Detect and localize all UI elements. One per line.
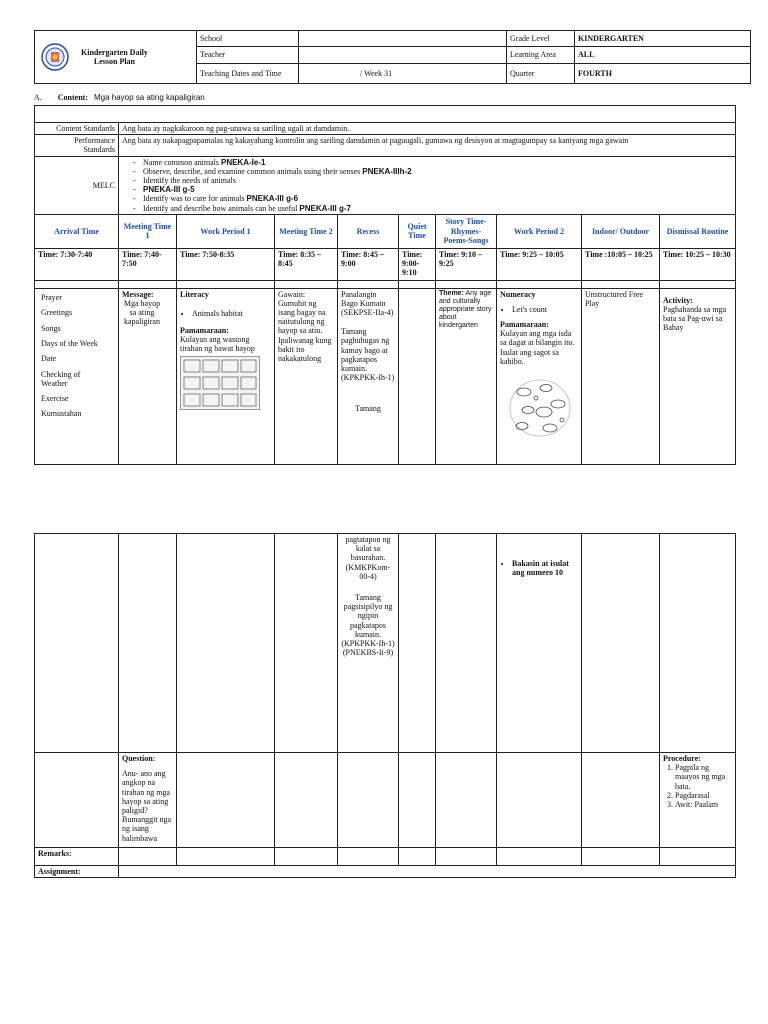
work2-proc-text: Kulayan ang mga isda sa dagat at bilangin ito. Isulat ang sagot sa kahibo. [500,329,575,366]
melc-list-cell [119,156,736,214]
question-label: Question: [122,754,156,763]
dates-value[interactable] [299,63,507,83]
grade-label: Grade Level [507,31,575,47]
lesson-table-page2 [34,533,736,878]
work2-cell [497,288,582,464]
time-indoor: Time :10:05 – 10:25 [582,248,660,280]
theme-text: Any age and culturally appropriate story about kindergarten [439,289,492,329]
time-dismissal: Time: 10:25 – 10:30 [660,248,736,280]
title-line1: Kindergarten Daily [81,47,148,57]
teacher-label: Teacher [197,47,299,63]
header-meeting2: Meeting Time 2 [275,214,338,248]
melc-item: - Observe, describe, and examine common animals using their senses PNEKA-IIIh-2 [143,167,732,176]
meeting1-cell [119,288,177,464]
arrival-item: Checking of Weather [41,369,81,388]
question-cell [119,753,177,848]
time-quiet: Time: 9:00- 9:10 [399,248,436,280]
quarter-label: Quarter [507,63,575,83]
recess-p3: Tamang [355,404,381,414]
procedure-step: 1. Pagpila ng maayos ng mga bata. [675,763,732,791]
content-line [34,93,205,102]
content-value: Mga hayop sa ating kapaligiran [94,93,205,102]
recess-cell [338,288,399,464]
content-letter: A. [34,93,42,102]
header-story: Story Time- Rhymes- Poems-Songs [436,214,497,248]
performance-label1: Performance [74,136,115,146]
arrival-cell [35,288,119,464]
grade-value: KINDERGARTEN [575,31,751,47]
content-standards-value: Ang bata ay nagkakaroon ng pag-unawa sa sariling ugali at damdamin. [119,123,736,135]
numeracy-bullet2: • Bakasin at isulat ang numero 10 [512,559,578,577]
procedure-step: 2. Pagdarasal [675,791,732,800]
lesson-table-page1 [34,105,736,465]
theme-label: Theme: [439,289,464,297]
arrival-item: Days of the Week [41,339,98,349]
story-cell [436,288,497,464]
procedure-list [663,763,732,809]
recess-p1: Panalangin Bago Kumain (SEKPSE-IIa-4) [341,289,394,318]
area-value: ALL [575,47,751,63]
work2-continued-cell [497,534,582,753]
arrival-item: Date [41,354,57,364]
quarter-value: FOURTH [575,63,751,83]
numeracy-label: Numeracy [500,289,536,299]
procedure-cell [660,753,736,848]
melc-list [133,158,732,213]
blank-row [35,106,736,123]
melc-item: - Identify the needs of animals [143,176,732,185]
content-standards-label: Content Standards [35,123,119,135]
header-table [34,30,751,84]
arrival-item: Kumustahan [41,409,82,419]
school-value[interactable] [299,31,507,47]
melc-item: - Identify was to care for animals PNEKA-III g-6 [143,194,732,203]
header-indoor: Indoor/ Outdoor [582,214,660,248]
literacy-bullet: • Animals habitat [192,309,271,318]
activity-label: Activity: [663,295,693,305]
message-text: Mga hayop sa ating kapaligiran [123,298,161,327]
header-arrival: Arrival Time [35,214,119,248]
title-line2: Lesson Plan [93,57,135,66]
numeracy-bullet: • Let's count [512,305,578,314]
habitat-worksheet-image [180,356,260,410]
indoor-cell [582,288,660,464]
indoor-text: Unstructured Free Play [585,289,643,308]
meeting2-cell [275,288,338,464]
school-label: School [197,31,299,47]
fish-coloring-image [506,374,574,442]
time-work1: Time: 7:50-8:35 [177,248,275,280]
header-work2: Work Period 2 [497,214,582,248]
time-arrival: Time: 7:30-7:40 [35,248,119,280]
header-work1: Work Period 1 [177,214,275,248]
header-recess: Recess [338,214,399,248]
header-meeting1: Meeting Time 1 [119,214,177,248]
activity-text: Paghahanda sa mga bata sa Pag-uwi sa Bahay [663,304,727,333]
melc-item: - Name common animals PNEKA-Ie-1 [143,158,732,167]
melc-label: MELC [35,156,119,214]
quiet-cell [399,288,436,464]
area-label: Learning Area [507,47,575,63]
dismissal-cell [660,288,736,464]
melc-item-code: - PNEKA-III g-5 [143,185,732,194]
recess-p5: Tamang pagsisipilyo ng ngipin pagkatapos kumain. (KPKPKK-Ih-1) (PNEKBS-Ii-9) [341,592,395,658]
header-quiet: Quiet Time [399,214,436,248]
time-row [35,248,736,280]
time-meeting2: Time: 8:35 – 8:45 [275,248,338,280]
arrival-item: Greetings [41,308,73,318]
question-text: Anu- ano ang angkop na tirahan ng mga hayop sa ating paligid? Bumanggit nga ng isang halimbawa [122,769,172,843]
performance-standards-value: Ang bata ay nakapagpapamalas ng kakayahang kontrolin ang sariling damdamin at paguugali, gumawa ng desisyon at magtagumpay sa kaniyang mga gawain [119,135,736,156]
time-meeting1: Time: 7:40- 7:50 [119,248,177,280]
recess-continued-cell [338,534,399,753]
content-label: Content: [57,93,88,102]
time-recess: Time: 8:45 – 9:00 [338,248,399,280]
header-dismissal: Dismissal Routine [660,214,736,248]
performance-label2: Standards [83,145,115,155]
week-text: / Week 31 [360,68,393,78]
arrival-item: Songs [41,323,61,333]
arrival-item: Exercise [41,393,69,403]
remarks-label: Remarks: [35,848,119,866]
dates-label: Teaching Dates and Time [197,63,299,83]
work1-cell [177,288,275,464]
deped-seal-icon [41,43,69,71]
meeting2-text: Gawain: Gumuhit ng isang bagay na naitutulong ng hayop sa atin. Ipaliwanag kung bakit ito nakakatulong [278,289,332,363]
recess-p4: pagtatapon ng kalat sa basurahan. (KMKPKom-00-4) [345,535,391,581]
arrival-item: Prayer [41,292,62,302]
recess-p2: Tamang paghuhugas ng kamay bago at pagkatapos kumain. (KPKPKK-Ih-1) [341,327,395,383]
procedure-label: Procedure: [663,754,701,763]
message-label: Message: [122,289,154,299]
work1-proc-label: Pamamaraan: [180,326,229,336]
procedure-step: 3. Awit: Paalam [675,800,732,809]
logo-cell [35,31,197,84]
assignment-label: Assignment: [35,866,119,878]
teacher-value[interactable] [299,47,507,63]
time-work2: Time: 9:25 – 10:05 [497,248,582,280]
melc-item: - Identify and describe how animals can be useful PNEKA-III g-7 [143,204,732,213]
literacy-label: Literacy [180,289,209,299]
work1-proc-text: Kulayan ang wastong tirahan ng bawat hayop [180,335,255,354]
time-story: Time: 9:10 – 9:25 [436,248,497,280]
assignment-value[interactable] [119,866,736,878]
work2-proc-label: Pamamaraan: [500,320,549,330]
